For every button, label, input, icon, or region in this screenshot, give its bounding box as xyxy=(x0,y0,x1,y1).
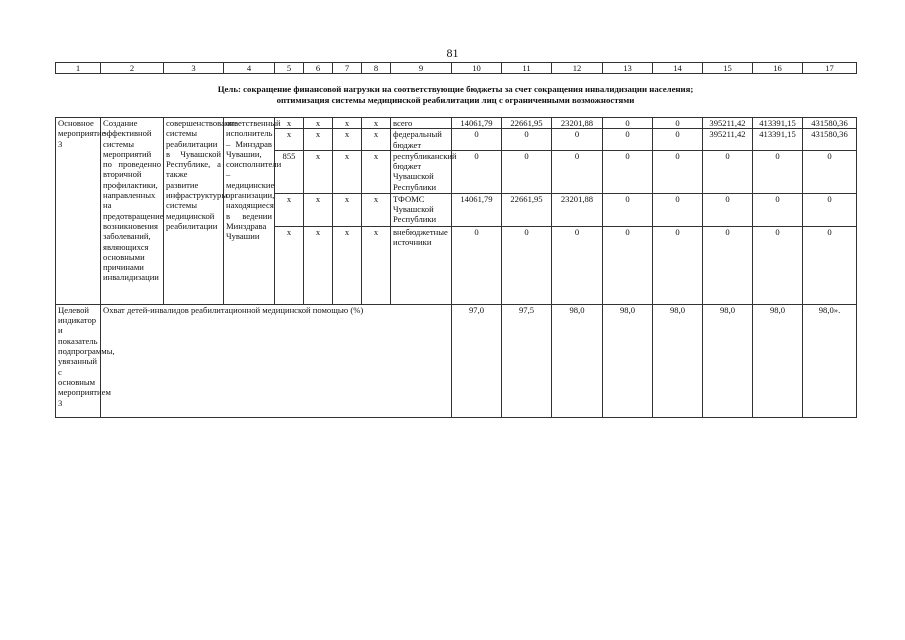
value-cell: 413391,15 xyxy=(753,129,803,151)
value-cell: 395211,42 xyxy=(703,118,753,129)
value-cell: 23201,88 xyxy=(552,193,603,226)
event-name-cell: Создание эффективной системы мероприятий по проведенно вторичной профилактики, направленных на предотвращение возникновения заболеваний, являющихся основными причинами инвалидизации xyxy=(101,118,164,305)
column-number-cell: 16 xyxy=(753,63,803,74)
value-cell: 0 xyxy=(653,118,703,129)
value-cell: 0 xyxy=(603,118,653,129)
indicator-text-cell: Охват детей-инвалидов реабилитационной медицинской помощью (%) xyxy=(101,304,452,417)
code-cell: x xyxy=(362,226,391,304)
value-cell: 0 xyxy=(502,129,552,151)
table-row xyxy=(56,118,857,129)
value-cell: 413391,15 xyxy=(753,118,803,129)
column-number-cell: 4 xyxy=(224,63,275,74)
column-number-table xyxy=(55,62,857,74)
value-cell: 22661,95 xyxy=(502,193,552,226)
table-row xyxy=(56,304,857,417)
value-cell: 0 xyxy=(603,226,653,304)
column-number-cell: 14 xyxy=(653,63,703,74)
value-cell: 14061,79 xyxy=(452,193,502,226)
code-cell: x xyxy=(304,150,333,193)
value-cell: 0 xyxy=(653,226,703,304)
column-number-cell: 3 xyxy=(164,63,224,74)
value-cell: 23201,88 xyxy=(552,118,603,129)
funding-source-cell: федеральный бюджет xyxy=(391,129,452,151)
event-responsible-cell: ответственный исполнитель – Минздрав Чувашии, соисполнители – медицинские организации, находящиеся в ведении Минздрава Чувашии xyxy=(224,118,275,305)
goal-heading xyxy=(55,84,856,105)
indicator-value-cell: 98,0 xyxy=(753,304,803,417)
funding-source-cell: ТФОМС Чувашской Республики xyxy=(391,193,452,226)
value-cell: 0 xyxy=(452,226,502,304)
code-cell: 855 xyxy=(275,150,304,193)
code-cell: x xyxy=(362,193,391,226)
indicator-value-cell: 98,0 xyxy=(603,304,653,417)
event-type-cell: Основное мероприятие 3 xyxy=(56,118,101,305)
value-cell: 0 xyxy=(703,193,753,226)
column-number-cell: 1 xyxy=(56,63,101,74)
column-number-cell: 12 xyxy=(552,63,603,74)
value-cell: 0 xyxy=(603,193,653,226)
indicator-value-cell: 97,5 xyxy=(502,304,552,417)
value-cell: 0 xyxy=(552,226,603,304)
value-cell: 0 xyxy=(452,150,502,193)
column-number-cell: 6 xyxy=(304,63,333,74)
value-cell: 14061,79 xyxy=(452,118,502,129)
funding-source-cell: внебюджетные источники xyxy=(391,226,452,304)
code-cell: x xyxy=(304,226,333,304)
code-cell: x xyxy=(333,193,362,226)
value-cell: 431580,36 xyxy=(803,118,857,129)
value-cell: 0 xyxy=(803,226,857,304)
column-number-cell: 11 xyxy=(502,63,552,74)
column-number-cell: 5 xyxy=(275,63,304,74)
code-cell: x xyxy=(275,226,304,304)
value-cell: 0 xyxy=(753,226,803,304)
indicator-value-cell: 98,0 xyxy=(653,304,703,417)
code-cell: x xyxy=(275,129,304,151)
indicator-value-cell: 97,0 xyxy=(452,304,502,417)
indicator-value-cell: 98,0 xyxy=(703,304,753,417)
value-cell: 0 xyxy=(653,193,703,226)
code-cell: x xyxy=(275,118,304,129)
column-number-cell: 17 xyxy=(803,63,857,74)
indicator-label-cell: Целевой индикатор и показатель подпрограммы, увязанный с основным мероприятием 3 xyxy=(56,304,101,417)
indicator-value-cell: 98,0 xyxy=(552,304,603,417)
value-cell: 0 xyxy=(803,150,857,193)
code-cell: x xyxy=(362,150,391,193)
column-number-cell: 10 xyxy=(452,63,502,74)
main-event-table xyxy=(55,117,857,418)
value-cell: 0 xyxy=(552,129,603,151)
indicator-value-cell: 98,0». xyxy=(803,304,857,417)
column-number-cell: 13 xyxy=(603,63,653,74)
value-cell: 22661,95 xyxy=(502,118,552,129)
funding-source-cell: всего xyxy=(391,118,452,129)
value-cell: 0 xyxy=(452,129,502,151)
value-cell: 0 xyxy=(653,129,703,151)
code-cell: x xyxy=(333,150,362,193)
goal-line-2: оптимизация системы медицинской реабилитации лиц с ограниченными возможностями xyxy=(276,94,635,105)
value-cell: 431580,36 xyxy=(803,129,857,151)
value-cell: 0 xyxy=(502,226,552,304)
code-cell: x xyxy=(333,118,362,129)
code-cell: x xyxy=(275,193,304,226)
value-cell: 0 xyxy=(552,150,603,193)
column-number-cell: 2 xyxy=(101,63,164,74)
column-number-cell: 9 xyxy=(391,63,452,74)
value-cell: 0 xyxy=(753,193,803,226)
code-cell: x xyxy=(333,129,362,151)
code-cell: x xyxy=(304,118,333,129)
code-cell: x xyxy=(304,193,333,226)
value-cell: 0 xyxy=(703,150,753,193)
value-cell: 0 xyxy=(502,150,552,193)
column-number-row xyxy=(56,63,857,74)
code-cell: x xyxy=(362,129,391,151)
page-number: 81 xyxy=(446,46,459,60)
value-cell: 0 xyxy=(653,150,703,193)
value-cell: 0 xyxy=(603,129,653,151)
column-number-cell: 8 xyxy=(362,63,391,74)
code-cell: x xyxy=(362,118,391,129)
value-cell: 0 xyxy=(753,150,803,193)
value-cell: 0 xyxy=(603,150,653,193)
value-cell: 0 xyxy=(703,226,753,304)
funding-source-cell: республиканский бюджет Чувашской Республики xyxy=(391,150,452,193)
value-cell: 0 xyxy=(803,193,857,226)
column-number-cell: 7 xyxy=(333,63,362,74)
column-number-cell: 15 xyxy=(703,63,753,74)
code-cell: x xyxy=(333,226,362,304)
code-cell: x xyxy=(304,129,333,151)
value-cell: 395211,42 xyxy=(703,129,753,151)
goal-line-1: Цель: сокращение финансовой нагрузки на соответствующие бюджеты за счет сокращения инвалидизации населения; xyxy=(217,84,694,94)
event-description-cell: совершенствование системы реабилитации в Чувашской Республике, а также развитие инфраструктуры системы медицинской реабилитации xyxy=(164,118,224,305)
